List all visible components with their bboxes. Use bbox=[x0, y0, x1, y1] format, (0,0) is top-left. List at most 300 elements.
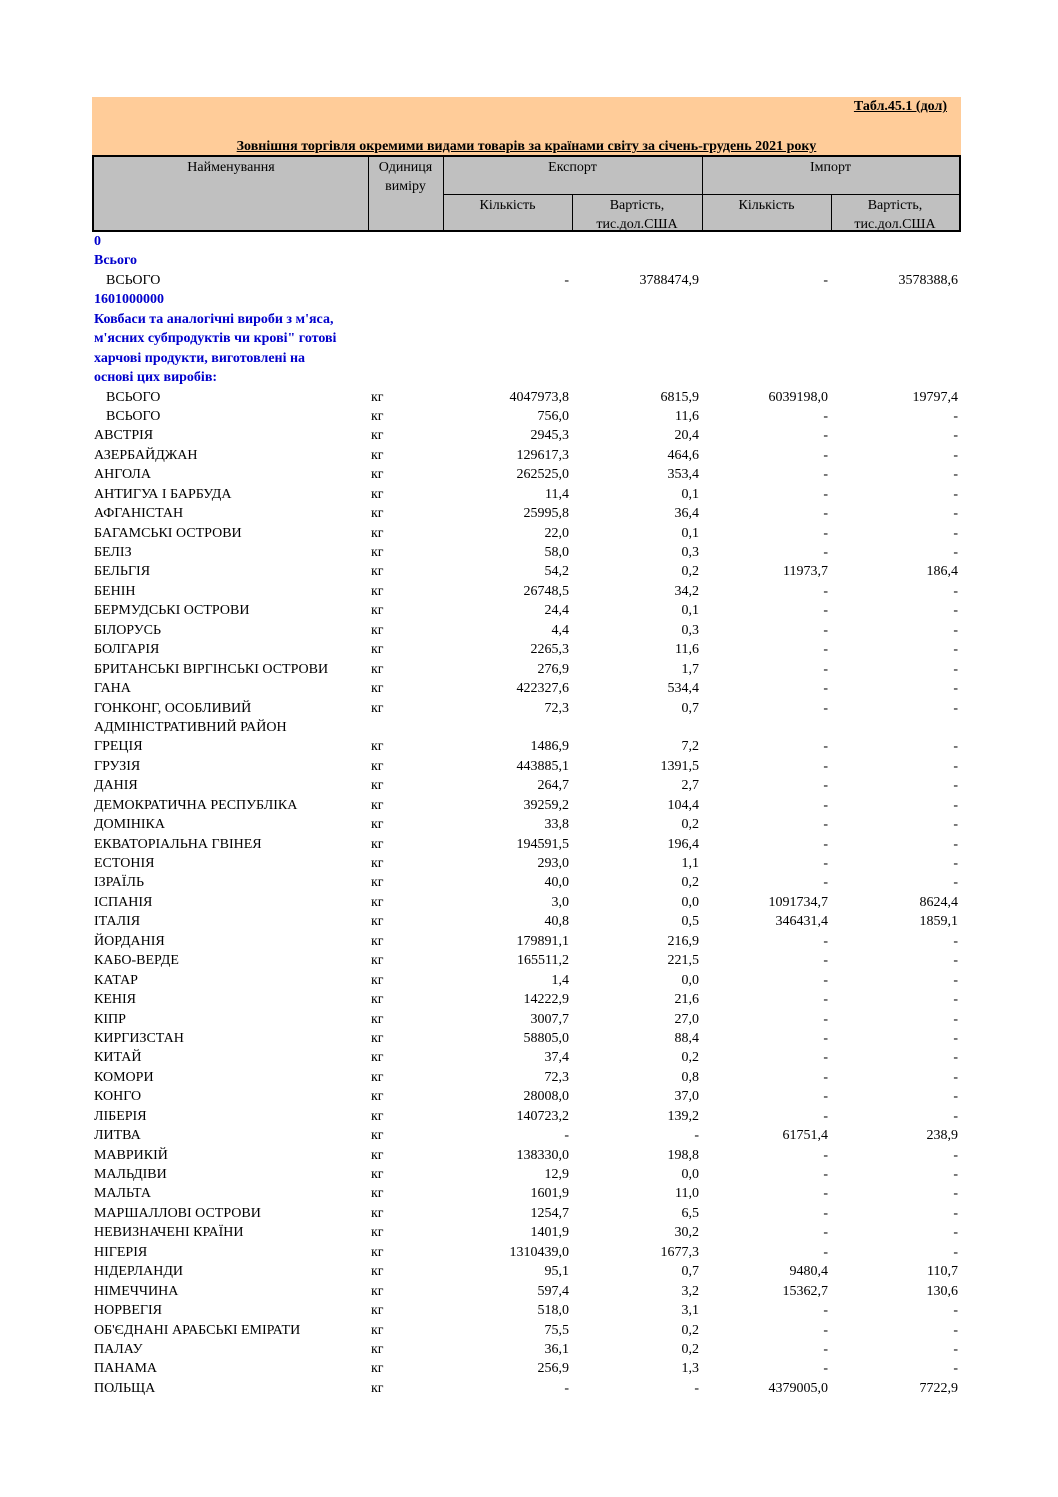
row-import-qty: - bbox=[823, 272, 828, 288]
row-unit: кг bbox=[371, 564, 384, 580]
table-row bbox=[92, 1146, 961, 1165]
row-export-qty: 37,4 bbox=[544, 1050, 569, 1066]
row-import-value: - bbox=[953, 1108, 958, 1124]
row-export-value: 7,2 bbox=[681, 739, 699, 755]
row-import-qty: - bbox=[823, 1069, 828, 1085]
row-import-qty: - bbox=[823, 758, 828, 774]
row-export-value: 1391,5 bbox=[660, 758, 699, 774]
row-import-qty: - bbox=[823, 603, 828, 619]
row-unit: кг bbox=[371, 467, 384, 483]
row-import-qty: - bbox=[823, 992, 828, 1008]
row-name: НЕВИЗНАЧЕНІ КРАЇНИ bbox=[94, 1225, 244, 1241]
row-export-value: 1,7 bbox=[681, 661, 699, 677]
row-export-value: 6815,9 bbox=[660, 389, 699, 405]
row-export-qty: 3,0 bbox=[551, 894, 569, 910]
table-row bbox=[92, 951, 961, 970]
header-export-value-line1: Вартість, bbox=[609, 198, 665, 213]
row-import-qty: - bbox=[823, 836, 828, 852]
row-export-value: 221,5 bbox=[667, 953, 699, 969]
header-name: Найменування bbox=[187, 160, 275, 175]
row-import-qty: - bbox=[823, 408, 828, 424]
row-export-qty: 28008,0 bbox=[523, 1089, 569, 1105]
row-import-value: - bbox=[953, 797, 958, 813]
row-unit: кг bbox=[371, 486, 384, 502]
row-import-value: - bbox=[953, 1322, 958, 1338]
row-unit: кг bbox=[371, 1322, 384, 1338]
row-import-value: - bbox=[953, 933, 958, 949]
row-export-qty: 1601,9 bbox=[530, 1186, 569, 1202]
row-import-value: - bbox=[953, 953, 958, 969]
row-unit: кг bbox=[371, 972, 384, 988]
row-name: ОБ'ЄДНАНІ АРАБСЬКІ ЕМІРАТИ bbox=[94, 1322, 301, 1338]
row-unit: кг bbox=[371, 992, 384, 1008]
row-unit: кг bbox=[371, 953, 384, 969]
row-export-value: 36,4 bbox=[674, 506, 699, 522]
row-export-qty: 22,0 bbox=[544, 525, 569, 541]
row-export-qty: 422327,6 bbox=[516, 681, 569, 697]
row-export-value: 0,2 bbox=[681, 1322, 699, 1338]
row-name: ДЕМОКРАТИЧНА РЕСПУБЛІКА bbox=[94, 797, 298, 813]
row-import-value: - bbox=[953, 817, 958, 833]
title-banner bbox=[92, 97, 961, 155]
row-import-value: 19797,4 bbox=[912, 389, 958, 405]
row-import-value: - bbox=[953, 1147, 958, 1163]
row-export-qty: 54,2 bbox=[544, 564, 569, 580]
table-row bbox=[92, 796, 961, 815]
header-unit-line1: Одиниця bbox=[378, 160, 433, 175]
row-name: НІДЕРЛАНДИ bbox=[94, 1264, 183, 1280]
row-import-qty: - bbox=[823, 1050, 828, 1066]
row-import-qty: - bbox=[823, 622, 828, 638]
row-name: КОМОРИ bbox=[94, 1069, 154, 1085]
row-unit: кг bbox=[371, 525, 384, 541]
row-name: ЕКВАТОРІАЛЬНА ГВІНЕЯ bbox=[94, 836, 262, 852]
row-import-value: - bbox=[953, 603, 958, 619]
table-row bbox=[92, 1379, 961, 1398]
row-export-value: 104,4 bbox=[667, 797, 699, 813]
row-import-qty: - bbox=[823, 467, 828, 483]
row-import-qty: - bbox=[823, 1030, 828, 1046]
row-export-qty: 518,0 bbox=[537, 1303, 569, 1319]
row-export-qty: 72,3 bbox=[544, 700, 569, 716]
row-export-qty: 443885,1 bbox=[516, 758, 569, 774]
row-import-qty: 11973,7 bbox=[783, 564, 828, 580]
row-import-value: 130,6 bbox=[926, 1283, 958, 1299]
row-export-value: 11,6 bbox=[675, 408, 699, 424]
row-import-value: - bbox=[953, 1361, 958, 1377]
row-export-qty: 36,1 bbox=[544, 1341, 569, 1357]
row-export-qty: 4047973,8 bbox=[509, 389, 569, 405]
row-export-value: 0,0 bbox=[681, 1167, 699, 1182]
row-name: БЕЛЬГІЯ bbox=[94, 564, 151, 580]
row-import-value: - bbox=[953, 972, 958, 988]
table-row bbox=[92, 426, 961, 445]
row-export-value: 0,3 bbox=[681, 622, 699, 638]
table-row bbox=[92, 893, 961, 912]
header-import-value-line2: тис.дол.США bbox=[854, 217, 936, 232]
section-label-row bbox=[92, 232, 961, 251]
row-name: ДАНІЯ bbox=[94, 778, 138, 794]
table-row bbox=[92, 815, 961, 834]
row-export-value: 0,0 bbox=[681, 894, 699, 910]
row-name: БЕРМУДСЬКІ ОСТРОВИ bbox=[94, 603, 250, 619]
row-export-qty: 129617,3 bbox=[516, 447, 569, 463]
row-import-value: - bbox=[953, 836, 958, 852]
row-name: ВСЬОГО bbox=[106, 389, 161, 405]
row-import-qty: 4379005,0 bbox=[768, 1380, 828, 1396]
row-import-qty: 6039198,0 bbox=[768, 389, 828, 405]
row-unit: кг bbox=[371, 1205, 384, 1221]
table-row bbox=[92, 1359, 961, 1378]
row-unit: кг bbox=[371, 1361, 384, 1377]
row-name: МАЛЬДІВИ bbox=[94, 1167, 167, 1182]
row-name: КАБО-ВЕРДЕ bbox=[94, 953, 179, 969]
row-name: ІЗРАЇЛЬ bbox=[94, 875, 144, 891]
row-import-qty: - bbox=[823, 642, 828, 658]
row-export-value: 2,7 bbox=[681, 778, 699, 794]
table-row bbox=[92, 1048, 961, 1067]
row-import-qty: 61751,4 bbox=[782, 1128, 828, 1144]
row-name: НІГЕРІЯ bbox=[94, 1244, 148, 1260]
row-export-qty: 1310439,0 bbox=[509, 1244, 569, 1260]
row-export-qty: 276,9 bbox=[537, 661, 569, 677]
row-unit: кг bbox=[371, 1283, 384, 1299]
row-name: НОРВЕГІЯ bbox=[94, 1303, 162, 1319]
row-export-qty: 75,5 bbox=[544, 1322, 569, 1338]
row-name: БІЛОРУСЬ bbox=[94, 622, 162, 638]
row-export-value: 1,1 bbox=[681, 856, 699, 871]
row-import-value: 110,7 bbox=[927, 1264, 958, 1280]
table-title: Зовнішня торгівля окремими видами товарів за країнами світу за січень-грудень 2021 року bbox=[236, 139, 817, 154]
row-unit: кг bbox=[371, 408, 384, 424]
row-export-qty: 25995,8 bbox=[523, 506, 569, 522]
row-import-qty: - bbox=[823, 875, 828, 891]
table-row bbox=[92, 1029, 961, 1048]
row-import-value: - bbox=[953, 758, 958, 774]
row-export-qty: 72,3 bbox=[544, 1069, 569, 1085]
row-unit: кг bbox=[371, 447, 384, 463]
row-import-qty: - bbox=[823, 856, 828, 871]
row-export-value: 88,4 bbox=[674, 1030, 699, 1046]
row-export-value: 0,7 bbox=[681, 1264, 699, 1280]
row-unit: кг bbox=[371, 700, 384, 716]
row-import-value: - bbox=[953, 992, 958, 1008]
table-row bbox=[92, 465, 961, 484]
row-export-qty: 179891,1 bbox=[516, 933, 569, 949]
row-import-qty: - bbox=[823, 1244, 828, 1260]
row-name: ГРЕЦІЯ bbox=[94, 739, 143, 755]
row-import-value: - bbox=[953, 1167, 958, 1182]
row-import-value: - bbox=[953, 1050, 958, 1066]
row-import-qty: - bbox=[823, 778, 828, 794]
row-name: ДОМІНІКА bbox=[94, 817, 165, 833]
table-row bbox=[92, 1321, 961, 1340]
row-export-qty: 1401,9 bbox=[530, 1225, 569, 1241]
row-export-value: 353,4 bbox=[667, 467, 699, 483]
table-row bbox=[92, 1107, 961, 1126]
row-name: КИРГИЗСТАН bbox=[94, 1030, 184, 1046]
row-unit: кг bbox=[371, 622, 384, 638]
row-unit: кг bbox=[371, 1167, 384, 1182]
row-name: ПОЛЬЩА bbox=[94, 1380, 156, 1396]
row-name: 0 bbox=[94, 234, 101, 249]
row-name: БЕНІН bbox=[94, 583, 136, 599]
row-import-value: - bbox=[953, 778, 958, 794]
row-import-qty: - bbox=[823, 1089, 828, 1105]
row-name: АНТИГУА І БАРБУДА bbox=[94, 486, 232, 502]
table-row bbox=[92, 1184, 961, 1203]
table-row bbox=[92, 1068, 961, 1087]
row-export-value: 34,2 bbox=[674, 583, 699, 599]
row-unit: кг bbox=[371, 1264, 384, 1280]
row-import-value: 7722,9 bbox=[919, 1380, 958, 1396]
row-export-qty: 597,4 bbox=[537, 1283, 569, 1299]
table-row bbox=[92, 1126, 961, 1145]
row-name: ІТАЛІЯ bbox=[94, 914, 141, 930]
row-import-value: - bbox=[953, 1244, 958, 1260]
row-export-qty: 140723,2 bbox=[516, 1108, 569, 1124]
row-export-qty: 24,4 bbox=[544, 603, 569, 619]
row-import-value: - bbox=[953, 1341, 958, 1357]
table-row bbox=[92, 660, 961, 679]
row-export-value: 3788474,9 bbox=[639, 272, 699, 288]
row-import-qty: 15362,7 bbox=[782, 1283, 828, 1299]
table-row bbox=[92, 912, 961, 931]
row-export-qty: 2265,3 bbox=[530, 642, 569, 658]
row-name: м'ясних субпродуктів чи крові" готові bbox=[94, 331, 337, 347]
row-export-value: 0,2 bbox=[681, 817, 699, 833]
row-export-qty: 58805,0 bbox=[523, 1030, 569, 1046]
row-import-qty: - bbox=[823, 972, 828, 988]
row-unit: кг bbox=[371, 1030, 384, 1046]
row-import-value: - bbox=[953, 1011, 958, 1027]
section-label-row bbox=[92, 329, 961, 348]
row-name: основі цих виробів: bbox=[94, 370, 218, 386]
row-import-value: - bbox=[953, 467, 958, 483]
table-row bbox=[92, 1301, 961, 1320]
row-import-qty: - bbox=[823, 525, 828, 541]
row-unit: кг bbox=[371, 817, 384, 833]
row-export-value: 0,2 bbox=[681, 564, 699, 580]
row-name: БЕЛІЗ bbox=[94, 545, 132, 560]
section-label-row bbox=[92, 251, 961, 270]
row-export-qty: 262525,0 bbox=[516, 467, 569, 483]
row-import-value: - bbox=[953, 681, 958, 697]
row-unit: кг bbox=[371, 1069, 384, 1085]
table-row bbox=[92, 485, 961, 504]
row-export-value: 3,1 bbox=[681, 1303, 699, 1319]
row-unit: кг bbox=[371, 1380, 384, 1396]
row-import-value: - bbox=[953, 408, 958, 424]
row-name: ЛИТВА bbox=[94, 1128, 141, 1144]
table-row bbox=[92, 1204, 961, 1223]
row-import-value: - bbox=[953, 1030, 958, 1046]
row-import-value: - bbox=[953, 642, 958, 658]
row-import-qty: - bbox=[823, 1167, 828, 1182]
header-import-qty: Кількість bbox=[738, 198, 795, 213]
row-export-qty: - bbox=[564, 272, 569, 288]
table-row bbox=[92, 1087, 961, 1106]
row-export-value: 534,4 bbox=[667, 681, 699, 697]
row-export-qty: 293,0 bbox=[537, 856, 569, 871]
table-row bbox=[92, 1340, 961, 1359]
row-unit: кг bbox=[371, 603, 384, 619]
row-name: ГОНКОНГ, ОСОБЛИВИЙ bbox=[94, 700, 252, 716]
row-import-value: - bbox=[953, 1186, 958, 1202]
row-export-qty: 3007,7 bbox=[530, 1011, 569, 1027]
row-export-value: 0,7 bbox=[681, 700, 699, 716]
row-export-qty: 1,4 bbox=[551, 972, 569, 988]
row-name: АЗЕРБАЙДЖАН bbox=[94, 447, 198, 463]
row-import-value: - bbox=[953, 447, 958, 463]
row-unit: кг bbox=[371, 933, 384, 949]
row-export-value: 139,2 bbox=[667, 1108, 699, 1124]
row-name: МАВРИКІЙ bbox=[94, 1147, 168, 1163]
row-export-qty: 40,8 bbox=[544, 914, 569, 930]
table-header bbox=[92, 155, 961, 232]
row-import-qty: - bbox=[823, 1108, 828, 1124]
row-import-qty: - bbox=[823, 486, 828, 502]
table-row bbox=[92, 835, 961, 854]
row-import-value: - bbox=[953, 1225, 958, 1241]
row-import-qty: - bbox=[823, 506, 828, 522]
row-export-value: 0,2 bbox=[681, 1341, 699, 1357]
row-import-qty: - bbox=[823, 1322, 828, 1338]
row-import-value: - bbox=[953, 486, 958, 502]
row-name: ЙОРДАНІЯ bbox=[94, 933, 165, 949]
row-export-qty: 26748,5 bbox=[523, 583, 569, 599]
row-name: ЕСТОНІЯ bbox=[94, 856, 155, 871]
row-import-value: - bbox=[953, 1089, 958, 1105]
row-import-qty: - bbox=[823, 1303, 828, 1319]
row-name: КАТАР bbox=[94, 972, 138, 988]
row-import-value: - bbox=[953, 506, 958, 522]
row-unit: кг bbox=[371, 894, 384, 910]
row-name: ГАНА bbox=[94, 681, 131, 697]
row-unit: кг bbox=[371, 1108, 384, 1124]
row-import-qty: - bbox=[823, 1341, 828, 1357]
row-export-qty: 40,0 bbox=[544, 875, 569, 891]
section-label-row bbox=[92, 718, 961, 737]
table-row bbox=[92, 1282, 961, 1301]
table-row bbox=[92, 854, 961, 873]
row-export-qty: 1254,7 bbox=[530, 1205, 569, 1221]
row-unit: кг bbox=[371, 506, 384, 522]
row-name: харчові продукти, виготовлені на bbox=[94, 350, 306, 366]
row-unit: кг bbox=[371, 1050, 384, 1066]
row-unit: кг bbox=[371, 1011, 384, 1027]
row-import-value: - bbox=[953, 525, 958, 541]
row-export-qty: 58,0 bbox=[544, 545, 569, 560]
row-name: Ковбаси та аналогічні вироби з м'яса, bbox=[94, 311, 334, 327]
row-export-value: 0,8 bbox=[681, 1069, 699, 1085]
row-import-value: 1859,1 bbox=[919, 914, 958, 930]
row-export-value: 37,0 bbox=[674, 1089, 699, 1105]
section-label-row bbox=[92, 310, 961, 329]
row-export-qty: - bbox=[564, 1128, 569, 1144]
row-unit: кг bbox=[371, 739, 384, 755]
row-name: ЛІБЕРІЯ bbox=[94, 1108, 147, 1124]
table-body bbox=[92, 232, 961, 1398]
row-unit: кг bbox=[371, 797, 384, 813]
row-name: КИТАЙ bbox=[94, 1050, 142, 1066]
row-export-qty: 2945,3 bbox=[530, 428, 569, 444]
section-label-row bbox=[92, 368, 961, 387]
header-unit-line2: виміру bbox=[385, 179, 426, 194]
table-row bbox=[92, 621, 961, 640]
header-export-qty: Кількість bbox=[479, 198, 536, 213]
row-export-value: 0,2 bbox=[681, 875, 699, 891]
row-export-qty: 256,9 bbox=[537, 1361, 569, 1377]
row-import-qty: - bbox=[823, 1011, 828, 1027]
row-name: 1601000000 bbox=[94, 292, 164, 308]
table-row bbox=[92, 679, 961, 698]
row-export-value: 0,2 bbox=[681, 1050, 699, 1066]
row-name: КЕНІЯ bbox=[94, 992, 136, 1008]
table-row bbox=[92, 990, 961, 1009]
row-export-qty: 33,8 bbox=[544, 817, 569, 833]
row-name: Всього bbox=[94, 253, 137, 269]
row-import-qty: - bbox=[823, 428, 828, 444]
row-name: КОНГО bbox=[94, 1089, 142, 1105]
section-label-row bbox=[92, 290, 961, 309]
row-import-qty: - bbox=[823, 1186, 828, 1202]
row-name: НІМЕЧЧИНА bbox=[94, 1283, 179, 1299]
row-export-qty: 138330,0 bbox=[516, 1147, 569, 1163]
row-import-qty: 346431,4 bbox=[775, 914, 828, 930]
row-unit: кг bbox=[371, 1303, 384, 1319]
row-unit: кг bbox=[371, 1089, 384, 1105]
row-export-value: - bbox=[694, 1380, 699, 1396]
row-export-qty: 756,0 bbox=[537, 408, 569, 424]
table-row bbox=[92, 504, 961, 523]
row-export-qty: 95,1 bbox=[544, 1264, 569, 1280]
row-export-value: 21,6 bbox=[674, 992, 699, 1008]
row-unit: кг bbox=[371, 545, 384, 560]
table-row bbox=[92, 1010, 961, 1029]
row-unit: кг bbox=[371, 1128, 384, 1144]
row-export-value: 3,2 bbox=[681, 1283, 699, 1299]
row-unit: кг bbox=[371, 389, 384, 405]
row-name: ПАНАМА bbox=[94, 1361, 157, 1377]
row-import-qty: - bbox=[823, 1225, 828, 1241]
row-name: ГРУЗІЯ bbox=[94, 758, 141, 774]
row-unit: кг bbox=[371, 1186, 384, 1202]
row-name: ВСЬОГО bbox=[106, 408, 161, 424]
row-import-value: - bbox=[953, 583, 958, 599]
table-row bbox=[92, 699, 961, 718]
table-row bbox=[92, 601, 961, 620]
row-export-qty: 4,4 bbox=[551, 622, 569, 638]
row-import-value: - bbox=[953, 1205, 958, 1221]
row-unit: кг bbox=[371, 1244, 384, 1260]
row-import-qty: - bbox=[823, 681, 828, 697]
table-row bbox=[92, 776, 961, 795]
row-unit: кг bbox=[371, 583, 384, 599]
row-name: МАЛЬТА bbox=[94, 1186, 152, 1202]
row-import-value: 238,9 bbox=[926, 1128, 958, 1144]
row-import-qty: - bbox=[823, 1361, 828, 1377]
row-name: АДМІНІСТРАТИВНИЙ РАЙОН bbox=[94, 719, 287, 735]
row-name: БАГАМСЬКІ ОСТРОВИ bbox=[94, 525, 242, 541]
table-row bbox=[92, 446, 961, 465]
row-import-qty: - bbox=[823, 797, 828, 813]
row-export-qty: 1486,9 bbox=[530, 739, 569, 755]
table-row bbox=[92, 407, 961, 426]
table-row bbox=[92, 271, 961, 290]
row-export-value: 0,1 bbox=[681, 525, 699, 541]
row-name: АНГОЛА bbox=[94, 467, 151, 483]
